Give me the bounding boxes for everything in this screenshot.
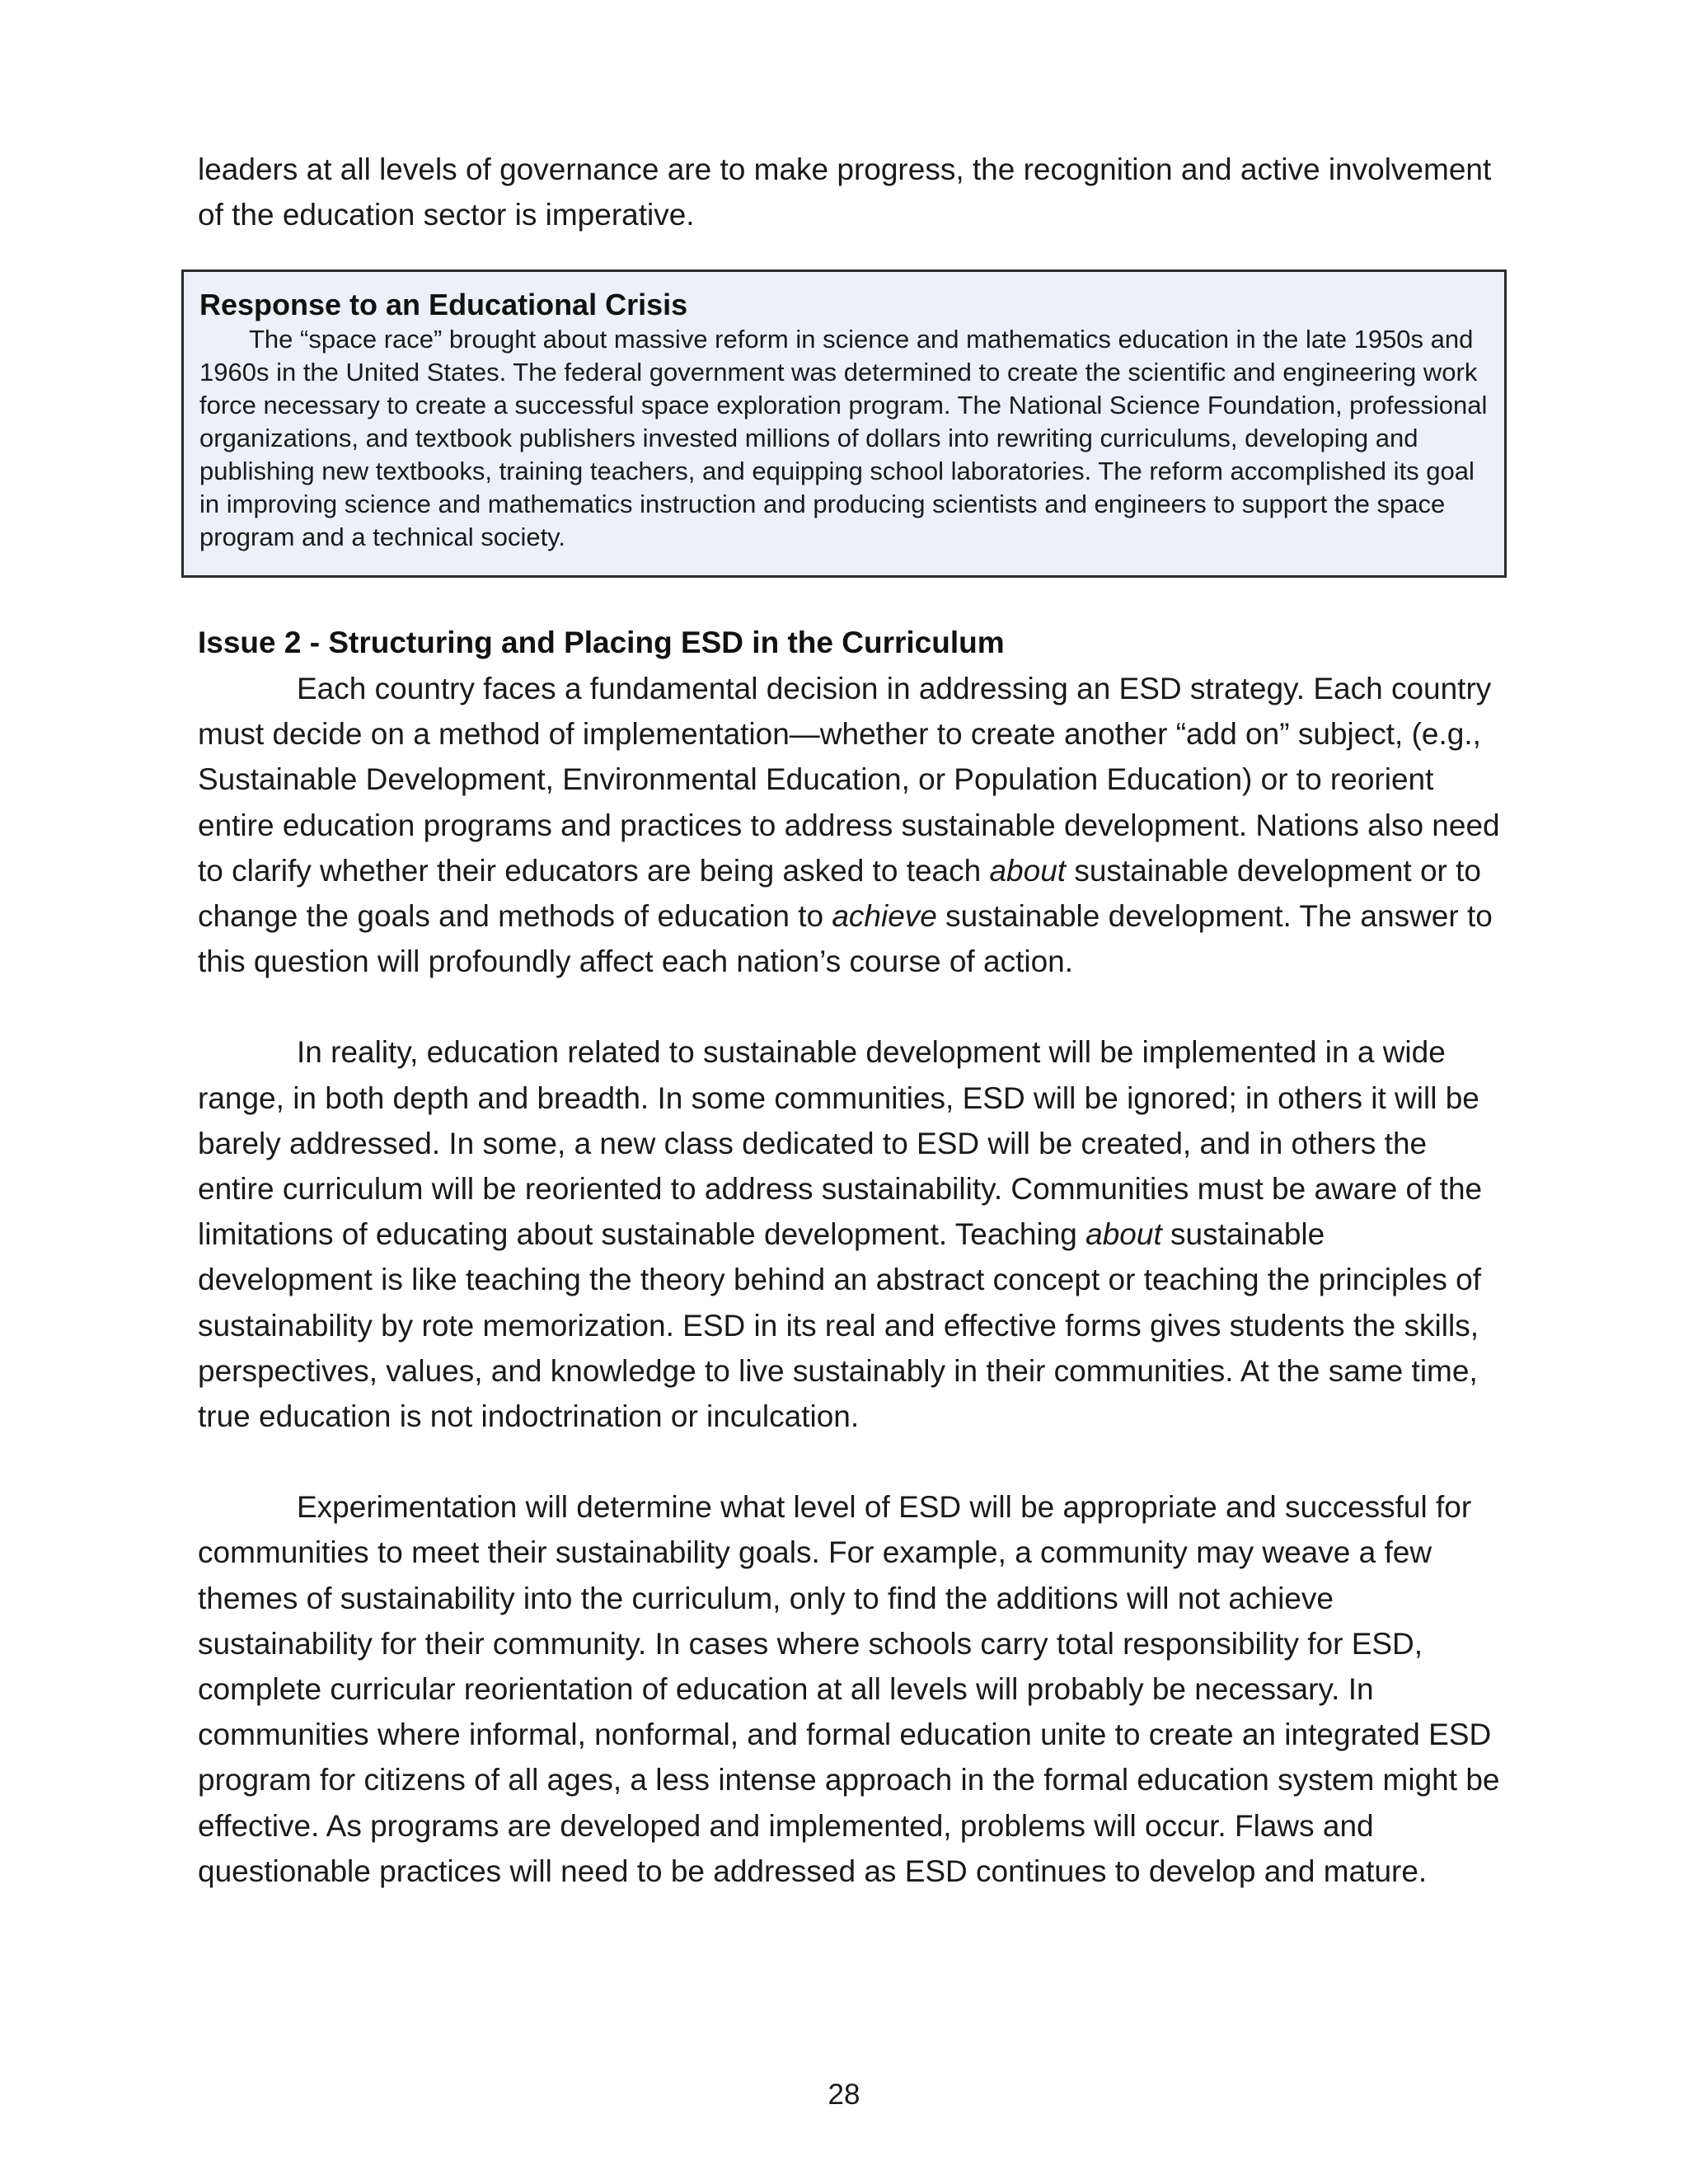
- body-paragraph-1: [198, 666, 1500, 984]
- paragraph-1-text-a: Each country faces a fundamental decision in addressing an ESD strategy. Each country must decide on a method of implementation—whether to create another “add on” subject, (e.g., Sustainable Development, Environmental Education, or Population Education) or to reorient entire education programs and practices to address sustainable development. Nations also need to clarify whether their educators are being asked to teach: [198, 672, 1500, 888]
- paragraph-1-text-c: sustainable development. The answer to this question will profoundly affect each nation’s course of action.: [198, 899, 1493, 979]
- paragraph-2-text-a: In reality, education related to sustainable development will be implemented in a wide range, in both depth and breadth. In some communities, ESD will be ignored; in others it will be barely addressed. In some, a new class dedicated to ESD will be created, and in others the entire curriculum will be reoriented to address sustainability. Communities must be aware of the limitations of educating about sustainable development. Teaching: [198, 1035, 1483, 1252]
- paragraph-1-emphasis-about: about: [989, 853, 1067, 888]
- paragraph-1-emphasis-achieve: achieve: [832, 899, 937, 934]
- callout-title: Response to an Educational Crisis: [199, 288, 688, 321]
- paragraph-1-text-b: sustainable development or to change the goals and methods of education to: [198, 853, 1482, 934]
- callout-box: [181, 269, 1507, 578]
- intro-paragraph: leaders at all levels of governance are to make progress, the recognition and active involvement of the education sector is imperative.: [198, 152, 1492, 232]
- body-paragraph-3: Experimentation will determine what level of ESD will be appropriate and successful for communities to meet their sustainability goals. For example, a community may weave a few themes of sustainability into the curriculum, only to find the additions will not achieve sustainability for their community. In cases where schools carry total responsibility for ESD, complete curricular reorientation of education at all levels will probably be necessary. In communities where informal, nonformal, and formal education unite to create an integrated ESD program for citizens of all ages, a less intense approach in the formal education system might be effective. As programs are developed and implemented, problems will occur. Flaws and questionable practices will need to be addressed as ESD continues to develop and mature.: [198, 1490, 1500, 1888]
- body-paragraph-2: [198, 1029, 1500, 1439]
- issue-section: [198, 620, 1500, 1939]
- callout-body: The “space race” brought about massive reform in science and mathematics education in the late 1950s and 1960s in the United States. The federal government was determined to create the scientific and engineering work force necessary to create a successful space exploration program. The National Science Foundation, professional organizations, and textbook publishers invested millions of dollars into rewriting curriculums, developing and publishing new textbooks, training teachers, and equipping school laboratories. The reform accomplished its goal in improving science and mathematics instruction and producing scientists and engineers to support the space program and a technical society.: [199, 325, 1488, 551]
- paragraph-2-text-b: sustainable development is like teaching the theory behind an abstract concept or teaching the principles of sustainability by rote memorization. ESD in its real and effective forms gives students the skills, perspectives, values, and knowledge to live sustainably in their communities. At the same time, true education is not indoctrination or inculcation.: [198, 1217, 1482, 1434]
- page-number: 28: [828, 2079, 860, 2111]
- paragraph-2-emphasis-about: about: [1085, 1217, 1162, 1252]
- section-heading: Issue 2 - Structuring and Placing ESD in the Curriculum: [198, 626, 1005, 659]
